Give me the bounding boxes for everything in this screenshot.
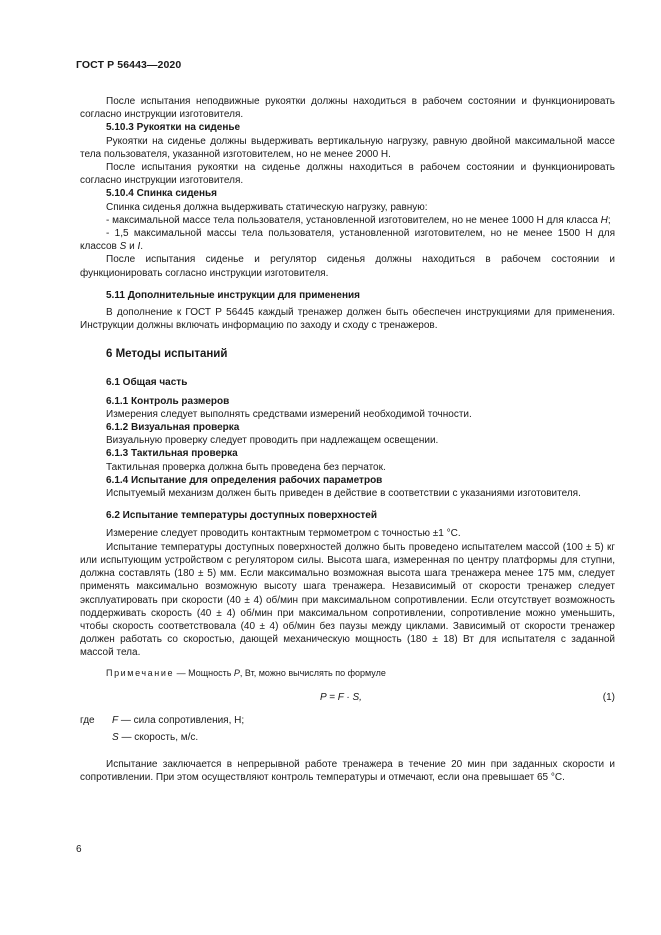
formula-expression: P = F · S, <box>320 691 362 703</box>
paragraph-6-2-1: Измерение следует проводить контактным термометром с точностью ±1 °С. <box>106 528 461 540</box>
heading-6-2: 6.2 Испытание температуры доступных поверхностей <box>106 510 377 522</box>
paragraph-6-2-3: Испытание заключается в непрерывной работе тренажера в течение 20 мин при заданных скорости и сопротивлении. При этом осуществляют контроль температуры и отмечают, если она превышает 65 °С. <box>80 758 615 783</box>
formula-1 <box>80 691 615 704</box>
page-body <box>80 95 615 784</box>
heading-6-1-2: 6.1.2 Визуальная проверка <box>106 422 240 434</box>
where-row-s: S — скорость, м/с. <box>112 731 199 743</box>
where-label: где <box>80 714 95 726</box>
paragraph-6-1-2: Визуальную проверку следует проводить при надлежащем освещении. <box>106 435 439 447</box>
where-row-f: где F — сила сопротивления, Н; <box>80 714 245 726</box>
note-power-formula: Примечание — Мощность P, Вт, можно вычислять по формуле <box>106 667 386 678</box>
paragraph-6-1-1: Измерения следует выполнять средствами измерений необходимой точности. <box>106 408 472 420</box>
heading-6-1-1: 6.1.1 Контроль размеров <box>106 395 230 407</box>
running-header-standard: ГОСТ Р 56443—2020 <box>76 59 182 71</box>
heading-6-1-3: 6.1.3 Тактильная проверка <box>106 448 238 460</box>
heading-5-10-4: 5.10.4 Спинка сиденья <box>106 188 218 200</box>
paragraph-5-10-2-after: После испытания неподвижные рукоятки должны находиться в рабочем состоянии и функционировать согласно инструкции изготовителя. <box>80 96 615 121</box>
list-item-class-h: - максимальной массе тела пользователя, установленной изготовителем, но не менее 1000 Н для класса H; <box>106 214 611 226</box>
paragraph-6-2-2: Испытание температуры доступных поверхностей должно быть проведено испытателем массой (100 ± 5) кг или испытующим устройством с регулятором силы. Высота шага, измеренная по центру платформы для ступни, должна составлять (180 ± 5) мм. Если максимально возможная высота шага тренажера менее 175 мм, следует применять максимально возможную высоту шага тренажера. Независимый от скорости тренажер следует эксплуатировать при скорости (40 ± 4) об/мин при максимальном сопротивлении. Если отсутствует возможность поддерживать скорость (40 ± 4) об/мин при максимальном сопротивлении, сопротивление можно уменьшить, чтобы скорость соответствовала (40 ± 4) об/мин без паузы между циклами. Зависимый от скорости тренажер должен работать со скоростью, дающей механическую мощность (180 ± 18) Вт для испытателя с заданной массой тела. <box>80 541 615 659</box>
paragraph-5-10-3-1: Рукоятки на сиденье должны выдерживать вертикальную нагрузку, равную двойной максимальной массе тела пользователя, указанной изготовителем, но не менее 2000 Н. <box>80 135 615 160</box>
paragraph-5-10-4-1: Спинка сиденья должна выдерживать статическую нагрузку, равную: <box>106 201 428 213</box>
paragraph-5-11-1: В дополнение к ГОСТ Р 56445 каждый тренажер должен быть обеспечен инструкциями для применения. Инструкции должны включать информацию по заходу и сходу с тренажеров. <box>80 307 615 332</box>
paragraph-5-10-4-2: После испытания сиденье и регулятор сиденья должны находиться в рабочем состоянии и функционировать согласно инструкции изготовителя. <box>80 254 615 279</box>
heading-6-1-4: 6.1.4 Испытание для определения рабочих параметров <box>106 474 383 486</box>
heading-5-10-3: 5.10.3 Рукоятки на сиденье <box>106 122 241 134</box>
paragraph-6-1-4: Испытуемый механизм должен быть приведен в действие в соответствии с указаниями изготовителя. <box>106 488 581 500</box>
list-item-class-s-i: - 1,5 максимальной массы тела пользователя, установленной изготовителем, но не менее 1500 Н для классов S и I. <box>80 228 615 253</box>
page-number: 6 <box>76 844 82 855</box>
paragraph-6-1-3: Тактильная проверка должна быть проведена без перчаток. <box>106 461 386 473</box>
heading-5-11: 5.11 Дополнительные инструкции для применения <box>106 289 360 301</box>
formula-number: (1) <box>602 691 615 703</box>
heading-6-1: 6.1 Общая часть <box>106 377 188 389</box>
heading-section-6: 6 Методы испытаний <box>106 348 228 361</box>
paragraph-5-10-3-2: После испытания рукоятки на сиденье должны находиться в рабочем состоянии и функционировать согласно инструкции изготовителя. <box>80 162 615 187</box>
